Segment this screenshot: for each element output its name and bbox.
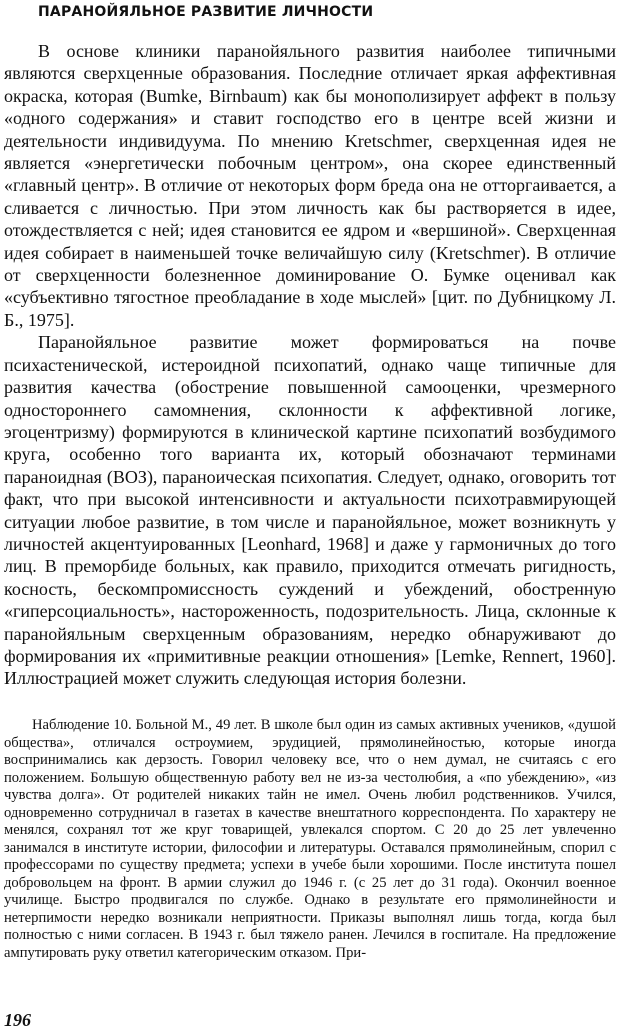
main-text	[4, 40, 616, 690]
case-observation	[4, 717, 616, 962]
section-heading: ПАРАНОЙЯЛЬНОЕ РАЗВИТИЕ ЛИЧНОСТИ	[38, 4, 374, 20]
case-text: Наблюдение 10. Больной М., 49 лет. В школе был один из самых активных учеников, «душой общества», отличался остроумием, эрудицией, прямолинейностью, которые иногда воспринимались как дерзость. Говорил человеку все, что о нем думал, не считаясь с его положением. Большую общественную работу вел не из-за честолюбия, а «по убеждению», «из чувства долга». От родителей никаких тайн не имел. Очень любил родственников. Учился, одновременно сотрудничал в газетах в качестве внештатного корреспондента. По характеру не менялся, сохранял тот же круг товарищей, увлекался спортом. С 20 до 25 лет увлеченно занимался в институте истории, философии и литературы. Оставался прямолинейным, спорил с профессорами по существу предмета; успехи в учебе были хорошими. После института пошел добровольцем на фронт. В армии служил до 1946 г. (с 25 лет до 31 года). Окончил военное училище. Быстро продвигался по службе. Однако в результате его прямолинейности и нетерпимости нередко возникали неприятности. Приказы выполнял лишь тогда, когда был полностью с ними согласен. В 1943 г. был тяжело ранен. Лечился в госпитале. На предложение ампутировать руку ответил категорическим отказом. При-	[4, 717, 616, 961]
paragraph-2: Паранойяльное развитие может формироваться на почве психастенической, истероидной психопатий, однако чаще типичные для развития качества (обострение повышенной самооценки, чрезмерного одностороннего самомнения, склонности к аффективной логике, эгоцентризму) формируются в клинической картине психопатий возбудимого круга, особенно того варианта их, который обозначают терминами параноидная (ВОЗ), параноическая психопатия. Следует, однако, оговорить тот факт, что при высокой интенсивности и актуальности психотравмирующей ситуации любое развитие, в том числе и паранойяльное, может возникнуть у личностей акцентуированных [Leonhard, 1968] и даже у гармоничных до того лиц. В преморбиде больных, как правило, приходится отмечать ригидность, косность, бескомпромиссность суждений и убеждений, обостренную «гиперсоциальность», настороженность, подозрительность. Лица, склонные к паранойяльным сверхценным образованиям, нередко обнаруживают до формирования их «примитивные реакции отношения» [Lemke, Rennert, 1960]. Иллюстрацией может служить следующая история болезни.	[4, 332, 616, 689]
paragraph-1: В основе клиники паранойяльного развития наиболее типичными являются сверхценные образования. Последние отличает яркая аффективная окраска, которая (Bumke, Birnbaum) как бы монополизирует аффект в пользу «одного содержания» и ставит господство его в центре всей жизни и деятельности индивидуума. По мнению Kretschmer, сверхценная идея не является «энергетически побочным центром», она скорее единственный «главный центр». В отличие от некоторых форм бреда она не отторгаивается, а сливается с личностью. При этом личность как бы растворяется в идее, отождествляется с ней; идея становится ее ядром и «вершиной». Сверхценная идея собирает в наименьшей точке величайшую силу (Kretschmer). В отличие от сверхценности болезненное доминирование О. Бумке оценивал как «субъективно тягостное преобладание в ходе мыслей» [цит. по Дубницкому Л. Б., 1975].	[4, 41, 616, 330]
page-number: 196	[4, 1010, 31, 1030]
